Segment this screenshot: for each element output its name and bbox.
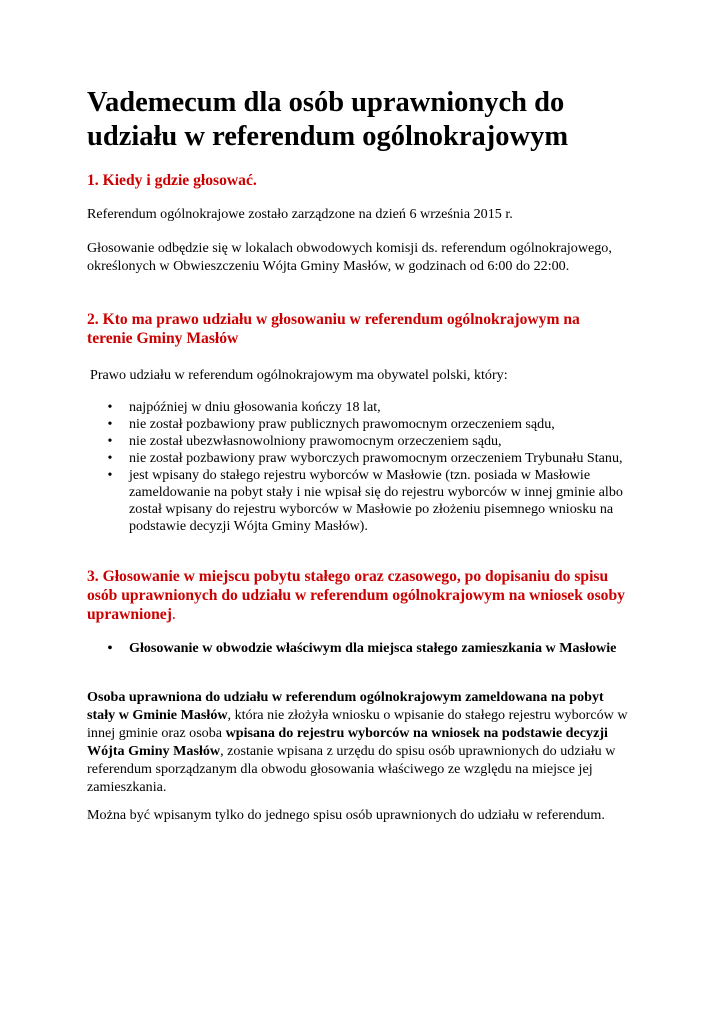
bullet-icon: • — [107, 640, 113, 656]
section-3-paragraph — [87, 688, 632, 796]
section-3-heading — [87, 567, 627, 624]
list-item — [105, 640, 665, 657]
section-1-heading: 1. Kiedy i gdzie głosować. — [87, 172, 257, 189]
bullet-icon: • — [107, 399, 113, 415]
document-title: Vademecum dla osób uprawnionych do udziału w referendum ogólnokrajowym — [87, 87, 569, 152]
list-item-text: Głosowanie w obwodzie właściwym dla miejsca stałego zamieszkania w Masłowie — [129, 640, 617, 656]
bullet-icon: • — [107, 467, 113, 483]
voting-place-list — [105, 640, 665, 657]
paragraph-text: , która nie złożyła wniosku o wpisanie do stałego rejestru wyborców w innej gminie oraz osoba — [87, 707, 628, 741]
section-3-last-paragraph: Można być wpisanym tylko do jednego spisu osób uprawnionych do udziału w referendum. — [87, 807, 605, 823]
section-2-heading: 2. Kto ma prawo udziału w głosowaniu w referendum ogólnokrajowym na terenie Gminy Masłów — [87, 311, 580, 347]
bullet-icon: • — [107, 450, 113, 466]
list-item-text: nie został pozbawiony praw publicznych prawomocnym orzeczeniem sądu, — [129, 416, 555, 432]
list-item-text: najpóźniej w dniu głosowania kończy 18 lat, — [129, 399, 381, 415]
section-2-intro: Prawo udziału w referendum ogólnokrajowym ma obywatel polski, który: — [90, 367, 508, 383]
eligibility-list — [105, 399, 625, 535]
section-3-heading-text: 3. Głosowanie w miejscu pobytu stałego oraz czasowego, po dopisaniu do spisu osób uprawnionych do udziału w referendum ogólnokrajowym na wniosek osoby uprawnionej — [87, 568, 625, 623]
list-item — [105, 467, 625, 535]
section-3-heading-tail: . — [171, 606, 176, 623]
list-item — [105, 450, 625, 467]
bullet-icon: • — [107, 433, 113, 449]
bold-text-register: wpisana do rejestru wyborców na wniosek na podstawie decyzji Wójta Gminy Masłów — [87, 725, 608, 759]
bullet-icon: • — [107, 416, 113, 432]
list-item — [105, 399, 625, 416]
list-item-text: nie został pozbawiony praw wyborczych prawomocnym orzeczeniem Trybunału Stanu, — [129, 450, 623, 466]
section-1-paragraph-place: Głosowanie odbędzie się w lokalach obwodowych komisji ds. referendum ogólnokrajowego, określonych w Obwieszczeniu Wójta Gminy Masłów, w godzinach od 6:00 do 22:00. — [87, 240, 612, 274]
paragraph-text: , zostanie wpisana z urzędu do spisu osób uprawnionych do udziału w referendum sporządzanym dla obwodu głosowania właściwego ze względu na miejsce jej zamieszkania. — [87, 743, 616, 795]
list-item — [105, 433, 625, 450]
list-item — [105, 416, 625, 433]
list-item-text: jest wpisany do stałego rejestru wyborców w Masłowie (tzn. posiada w Masłowie zameldowanie na pobyt stały i nie wpisał się do rejestru wyborców w innej gminie albo został wpisany do rejestru wyborców w Masłowie po złożeniu pisemnego wniosku na podstawie decyzji Wójta Gminy Masłów). — [129, 467, 623, 534]
bold-text-eligible-person: Osoba uprawniona do udziału w referendum ogólnokrajowym zameldowana na pobyt stały w Gminie Masłów — [87, 689, 604, 723]
list-item-text: nie został ubezwłasnowolniony prawomocnym orzeczeniem sądu, — [129, 433, 502, 449]
section-1-paragraph-date: Referendum ogólnokrajowe zostało zarządzone na dzień 6 września 2015 r. — [87, 206, 513, 222]
